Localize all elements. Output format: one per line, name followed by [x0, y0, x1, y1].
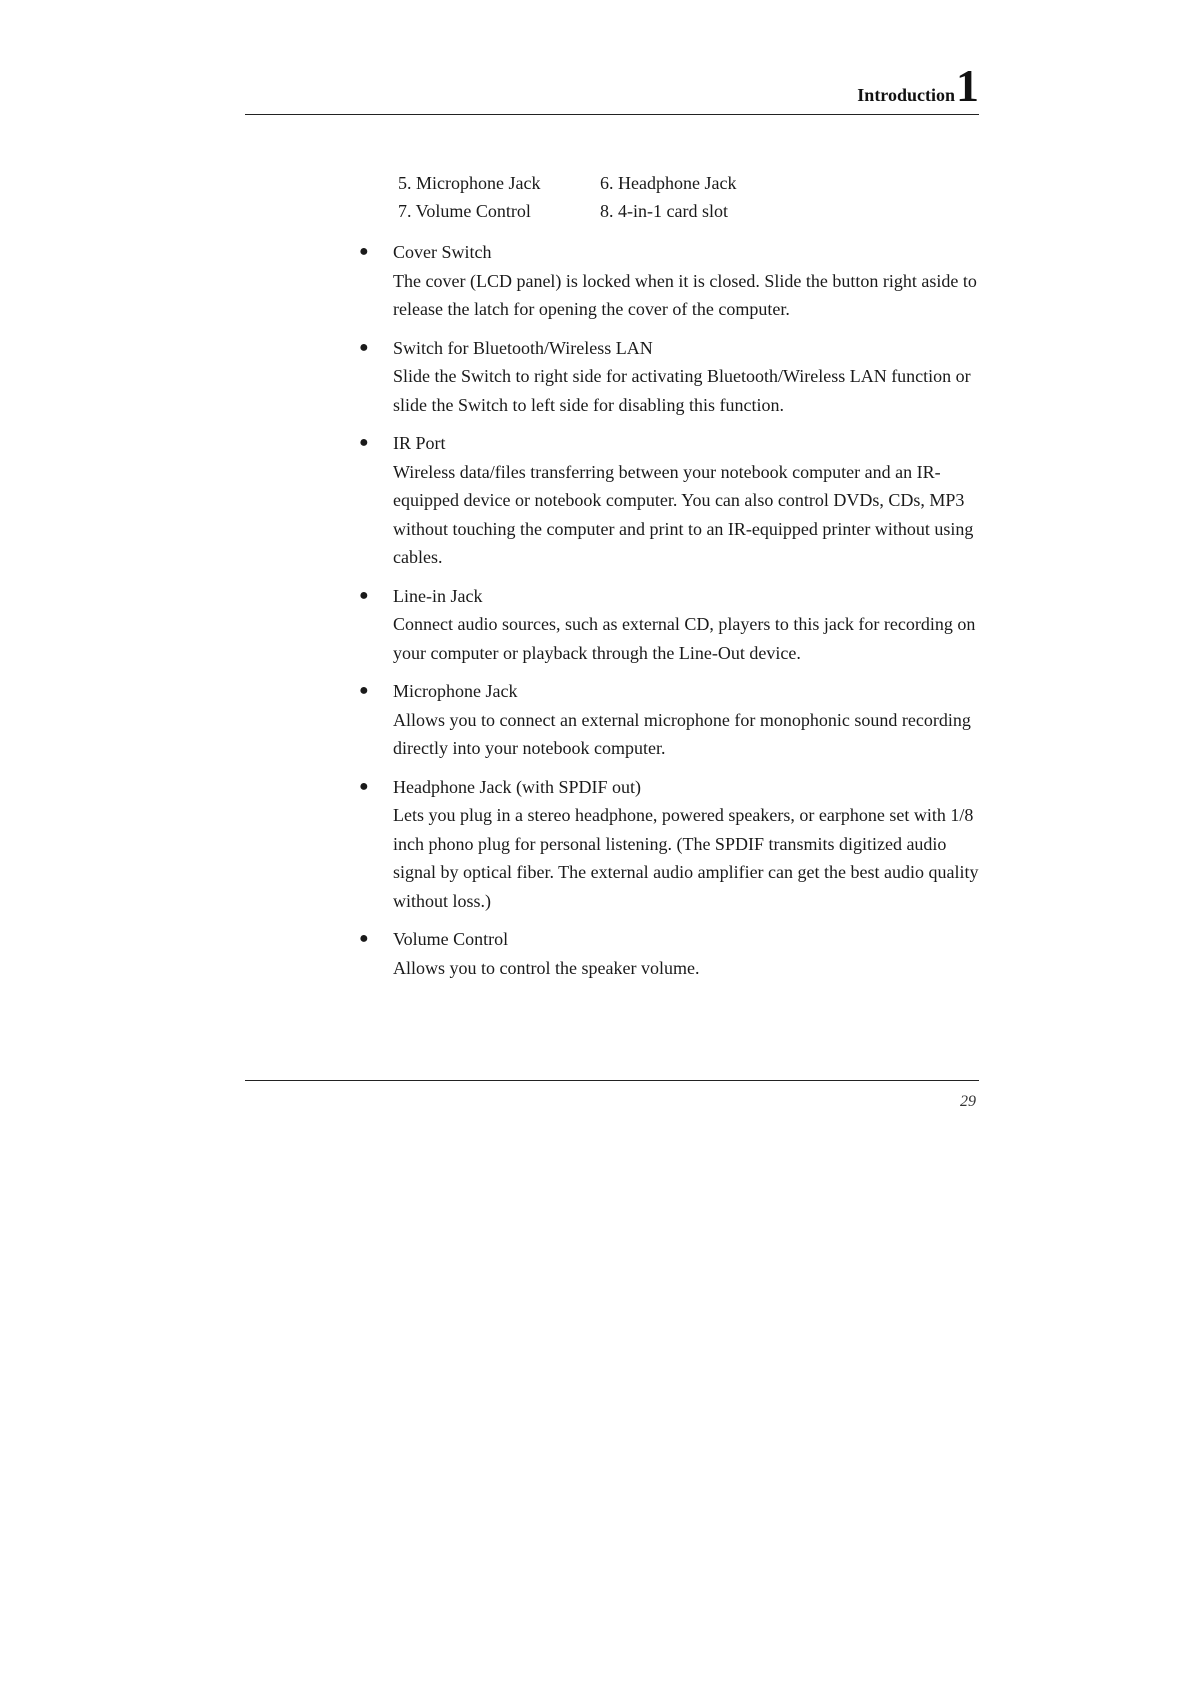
component-item: 7. Volume Control	[398, 201, 531, 221]
feature-item-ir-port	[359, 429, 983, 572]
feature-title: Cover Switch	[393, 242, 492, 262]
feature-description: Wireless data/files transferring between your notebook computer and an IR-equipped device or notebook computer. You can also control DVDs, CDs, MP3 without touching the computer and print to an IR-equipped printer without using cables.	[393, 461, 974, 567]
feature-title: IR Port	[393, 433, 446, 453]
feature-item-wireless-switch	[359, 334, 983, 420]
bullet-icon: ●	[359, 243, 369, 260]
page-number: 29	[960, 1093, 976, 1110]
feature-description: Connect audio sources, such as external CD, players to this jack for recording on your computer or playback through the Line-Out device.	[393, 614, 976, 663]
bullet-icon: ●	[359, 682, 369, 699]
feature-item-cover-switch	[359, 238, 983, 324]
feature-title: Headphone Jack (with SPDIF out)	[393, 776, 641, 797]
feature-title: Line-in Jack	[393, 585, 483, 606]
feature-item-microphone-jack	[359, 677, 983, 763]
feature-title: Volume Control	[393, 929, 509, 949]
feature-description: The cover (LCD panel) is locked when it is closed. Slide the button right aside to release the latch for opening the cover of the computer.	[393, 270, 977, 319]
feature-item-line-in-jack	[359, 582, 983, 668]
feature-title: Microphone Jack	[393, 681, 518, 701]
feature-list	[359, 238, 983, 992]
bullet-icon: ●	[359, 338, 369, 356]
component-item: 6. Headphone Jack	[600, 173, 737, 193]
page-header	[245, 58, 979, 115]
feature-description: Allows you to control the speaker volume.	[393, 957, 700, 978]
footer-divider	[245, 1080, 979, 1081]
bullet-icon: ●	[359, 434, 369, 451]
feature-description: Slide the Switch to right side for activating Bluetooth/Wireless LAN function or slide the Switch to left side for disabling this function.	[393, 366, 971, 415]
feature-description: Lets you plug in a stereo headphone, powered speakers, or earphone set with 1/8 inch phono plug for personal listening. (The SPDIF transmits digitized audio signal by optical fiber. The external audio amplifier can get the best audio quality without loss.)	[393, 805, 979, 911]
component-item: 8. 4-in-1 card slot	[600, 201, 728, 221]
chapter-heading	[857, 60, 979, 111]
chapter-title: Introduction	[857, 85, 955, 105]
bullet-icon: ●	[359, 777, 369, 795]
feature-title: Switch for Bluetooth/Wireless LAN	[393, 337, 653, 358]
feature-description: Allows you to connect an external microphone for monophonic sound recording directly into your notebook computer.	[393, 709, 971, 758]
feature-item-headphone-jack	[359, 773, 983, 916]
chapter-number: 1	[956, 60, 979, 111]
component-item: 5. Microphone Jack	[398, 173, 541, 193]
bullet-icon: ●	[359, 586, 369, 604]
feature-item-volume-control	[359, 925, 983, 982]
bullet-icon: ●	[359, 930, 369, 947]
